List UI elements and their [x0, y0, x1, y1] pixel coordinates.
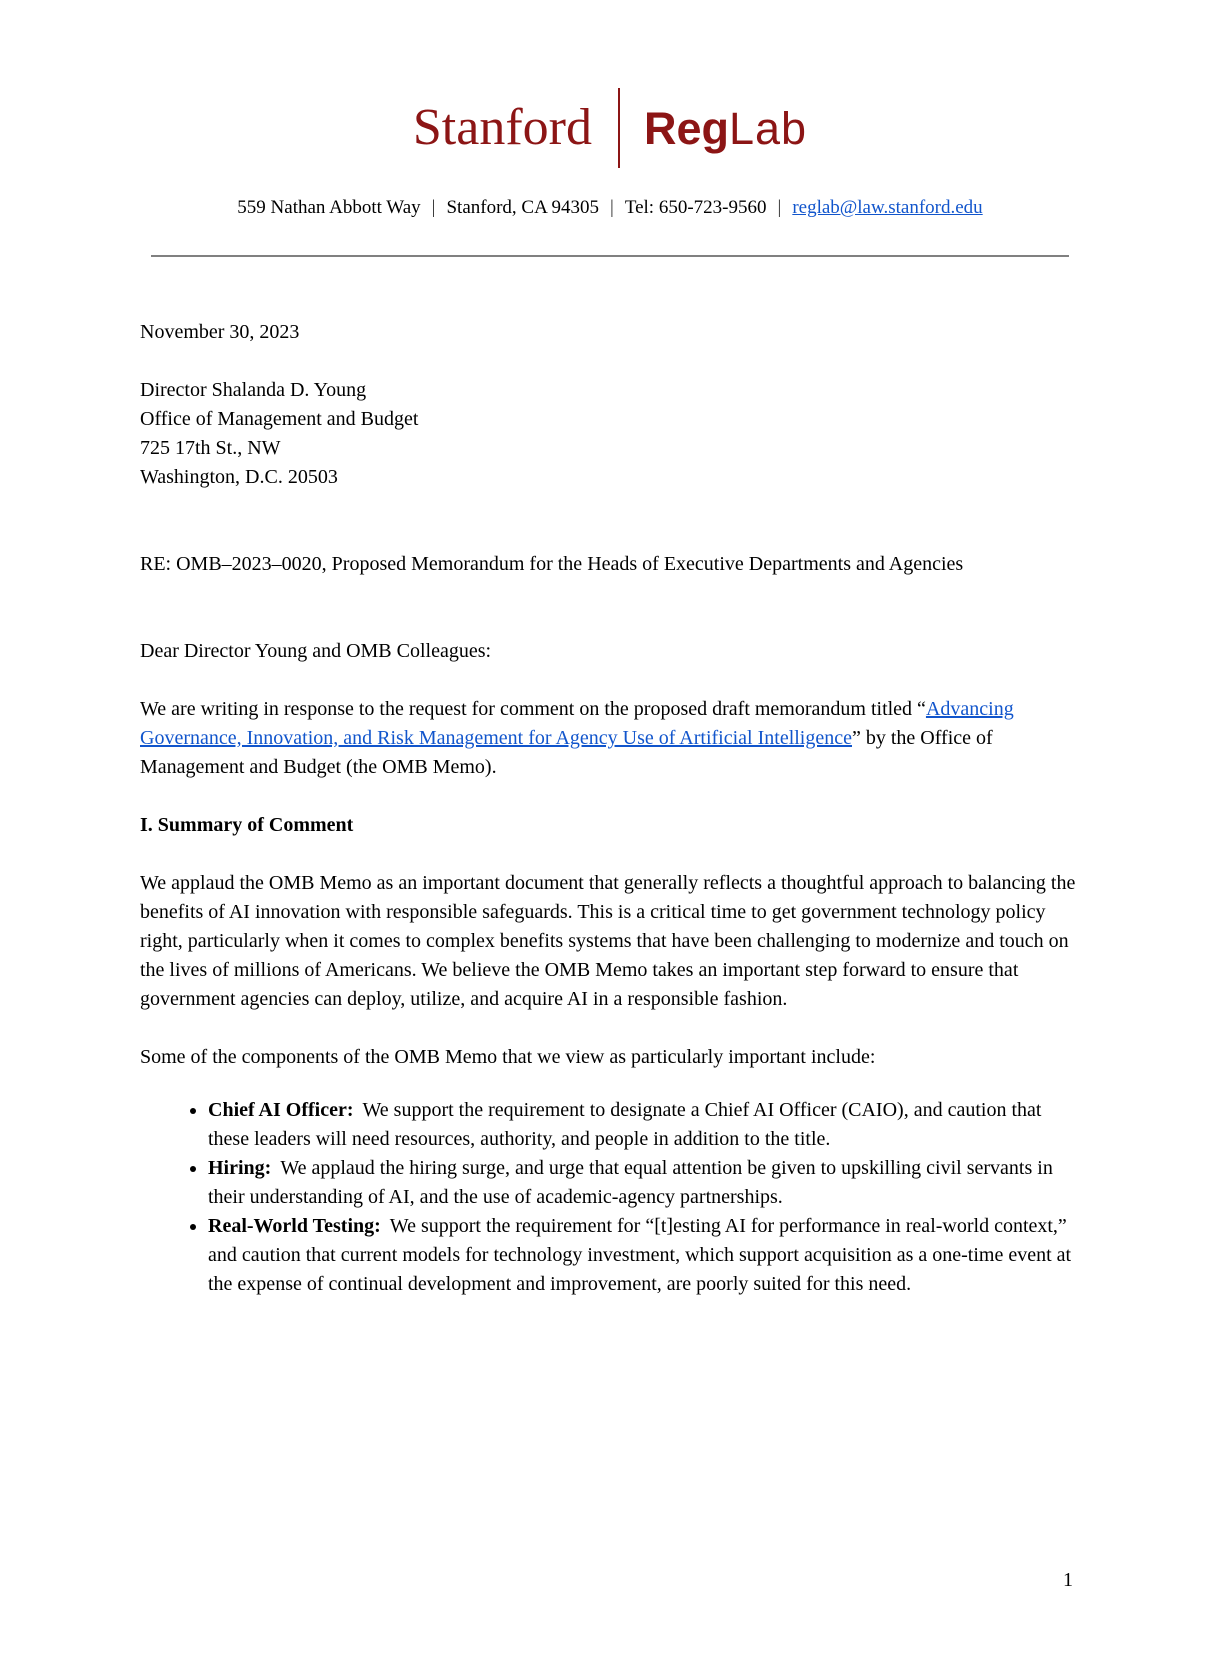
list-item-hiring	[208, 1154, 1082, 1212]
letter-body	[140, 318, 1082, 1299]
reglab-lab-text: Lab	[729, 102, 808, 154]
bullet-text: We applaud the hiring surge, and urge that equal attention be given to upskilling civil servants in their understanding of AI, and the use of academic-agency partnerships.	[208, 1157, 1053, 1208]
bullet-label: Chief AI Officer:	[208, 1099, 354, 1121]
email-link[interactable]: reglab@law.stanford.edu	[792, 197, 983, 218]
letterhead	[0, 88, 1220, 257]
contact-phone: Tel: 650-723-9560	[624, 197, 767, 218]
memo-title-link[interactable]: Advancing Governance, Innovation, and Risk Management for Agency Use of Artificial Intelligence	[140, 698, 1014, 749]
letter-page	[0, 88, 1220, 1662]
bullet-label: Real-World Testing:	[208, 1215, 381, 1237]
logo-divider	[618, 88, 620, 168]
bullet-text: We support the requirement to designate a Chief AI Officer (CAIO), and caution that these leaders will need resources, authority, and people in addition to the title.	[208, 1099, 1042, 1150]
contact-separator: |	[777, 197, 782, 218]
reglab-reg-text: Reg	[643, 102, 729, 154]
page-number: 1	[1063, 1569, 1073, 1591]
contact-line	[0, 194, 1220, 222]
summary-paragraph: We applaud the OMB Memo as an important document that generally reflects a thoughtful approach to balancing the benefits of AI innovation with responsible safeguards. This is a critical time to get government technology policy right, particularly when it comes to complex benefits systems that have been challenging to modernize and touch on the lives of millions of Americans. We believe the OMB Memo takes an important step forward to ensure that government agencies can deploy, utilize, and acquire AI in a responsible fashion.	[140, 872, 1076, 1010]
components-bullet-list	[140, 1096, 1082, 1299]
contact-separator: |	[431, 197, 436, 218]
contact-city: Stanford, CA 94305	[446, 197, 599, 218]
bullet-label: Hiring:	[208, 1157, 272, 1179]
stanford-wordmark: Stanford	[412, 99, 592, 156]
recipient-name: Director Shalanda D. Young	[140, 379, 367, 401]
components-intro: Some of the components of the OMB Memo that we view as particularly important include:	[140, 1046, 876, 1068]
re-line: RE: OMB–2023–0020, Proposed Memorandum for the Heads of Executive Departments and Agencies	[140, 553, 964, 575]
contact-separator: |	[610, 197, 614, 218]
contact-street: 559 Nathan Abbott Way	[237, 197, 421, 218]
intro-after-link: ” by the Office of Management and Budget (the OMB Memo).	[140, 727, 993, 778]
section-heading: I. Summary of Comment	[140, 814, 354, 836]
intro-before-link: We are writing in response to the request for comment on the proposed draft memorandum titled “	[140, 698, 926, 720]
recipient-street: 725 17th St., NW	[140, 437, 281, 459]
recipient-city: Washington, D.C. 20503	[140, 466, 338, 488]
letterhead-rule	[151, 255, 1069, 257]
recipient-block	[140, 376, 1082, 492]
list-item-real-world-testing	[208, 1212, 1082, 1299]
bullet-text: We support the requirement for “[t]esting AI for performance in real-world context,” and caution that current models for technology investment, which support acquisition as a one-time event at the expense of continual development and improvement, are poorly suited for this need.	[208, 1215, 1072, 1295]
intro-paragraph	[140, 695, 1082, 782]
date-line: November 30, 2023	[140, 321, 300, 343]
list-item-chief-ai-officer	[208, 1096, 1082, 1154]
salutation: Dear Director Young and OMB Colleagues:	[140, 640, 492, 662]
recipient-org: Office of Management and Budget	[140, 408, 419, 430]
stanford-reglab-logo	[0, 88, 1220, 168]
reglab-wordmark	[643, 102, 808, 154]
